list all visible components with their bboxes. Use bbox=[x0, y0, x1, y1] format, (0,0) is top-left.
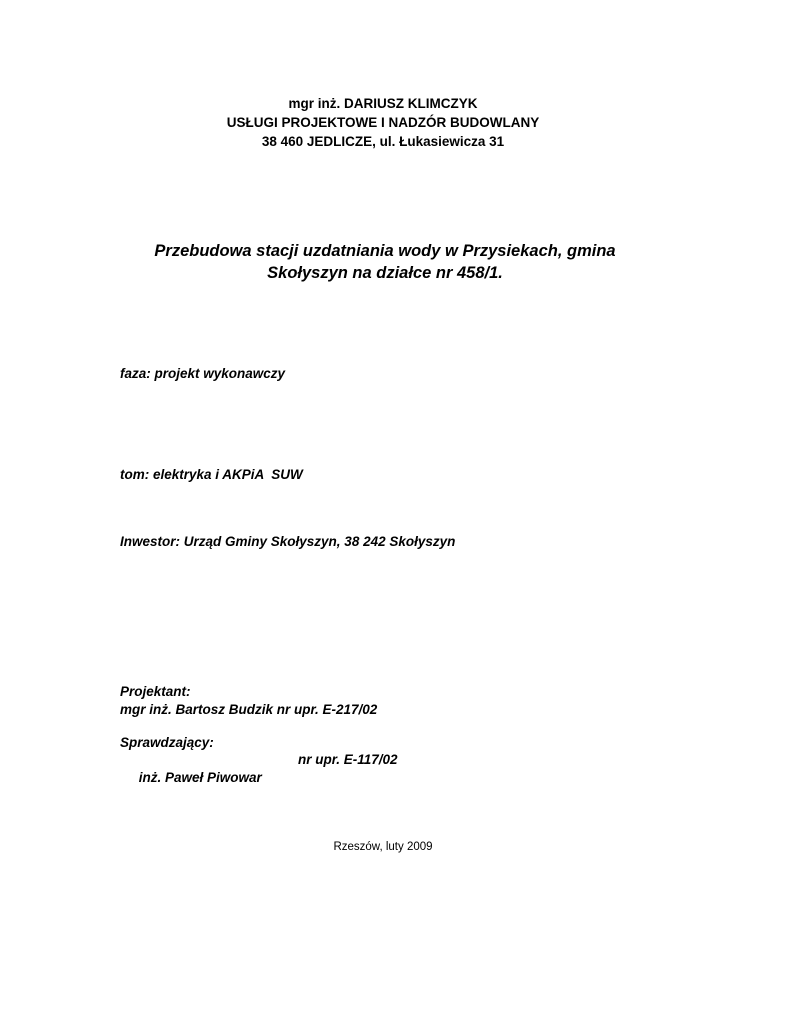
checker-name: inż. Paweł Piwowar bbox=[135, 770, 262, 785]
header-line-address: 38 460 JEDLICZE, ul. Łukasiewicza 31 bbox=[261, 134, 505, 149]
place-and-date: Rzeszów, luty 2009 bbox=[333, 841, 433, 853]
company-header bbox=[0, 94, 766, 151]
header-line-name: mgr inż. DARIUSZ KLIMCZYK bbox=[288, 96, 478, 111]
checker-label: Sprawdzający: bbox=[120, 735, 214, 750]
volume-text: tom: elektryka i AKPiA SUW bbox=[120, 467, 303, 482]
investor-text: Inwestor: Urząd Gminy Skołyszyn, 38 242 Skołyszyn bbox=[120, 534, 456, 549]
project-title-line-1: Przebudowa stacji uzdatniania wody w Przysiekach, gmina bbox=[154, 242, 616, 260]
checker-permit: nr upr. E-117/02 bbox=[298, 752, 398, 767]
designer-name: mgr inż. Bartosz Budzik nr upr. E-217/02 bbox=[120, 702, 378, 717]
project-title-line-2: Skołyszyn na działce nr 458/1. bbox=[267, 264, 503, 282]
header-line-services: USŁUGI PROJEKTOWE I NADZÓR BUDOWLANY bbox=[226, 115, 540, 130]
checker-row bbox=[120, 751, 398, 823]
phase-text: faza: projekt wykonawczy bbox=[120, 366, 286, 381]
designer-label: Projektant: bbox=[120, 684, 191, 699]
project-title bbox=[0, 240, 770, 284]
